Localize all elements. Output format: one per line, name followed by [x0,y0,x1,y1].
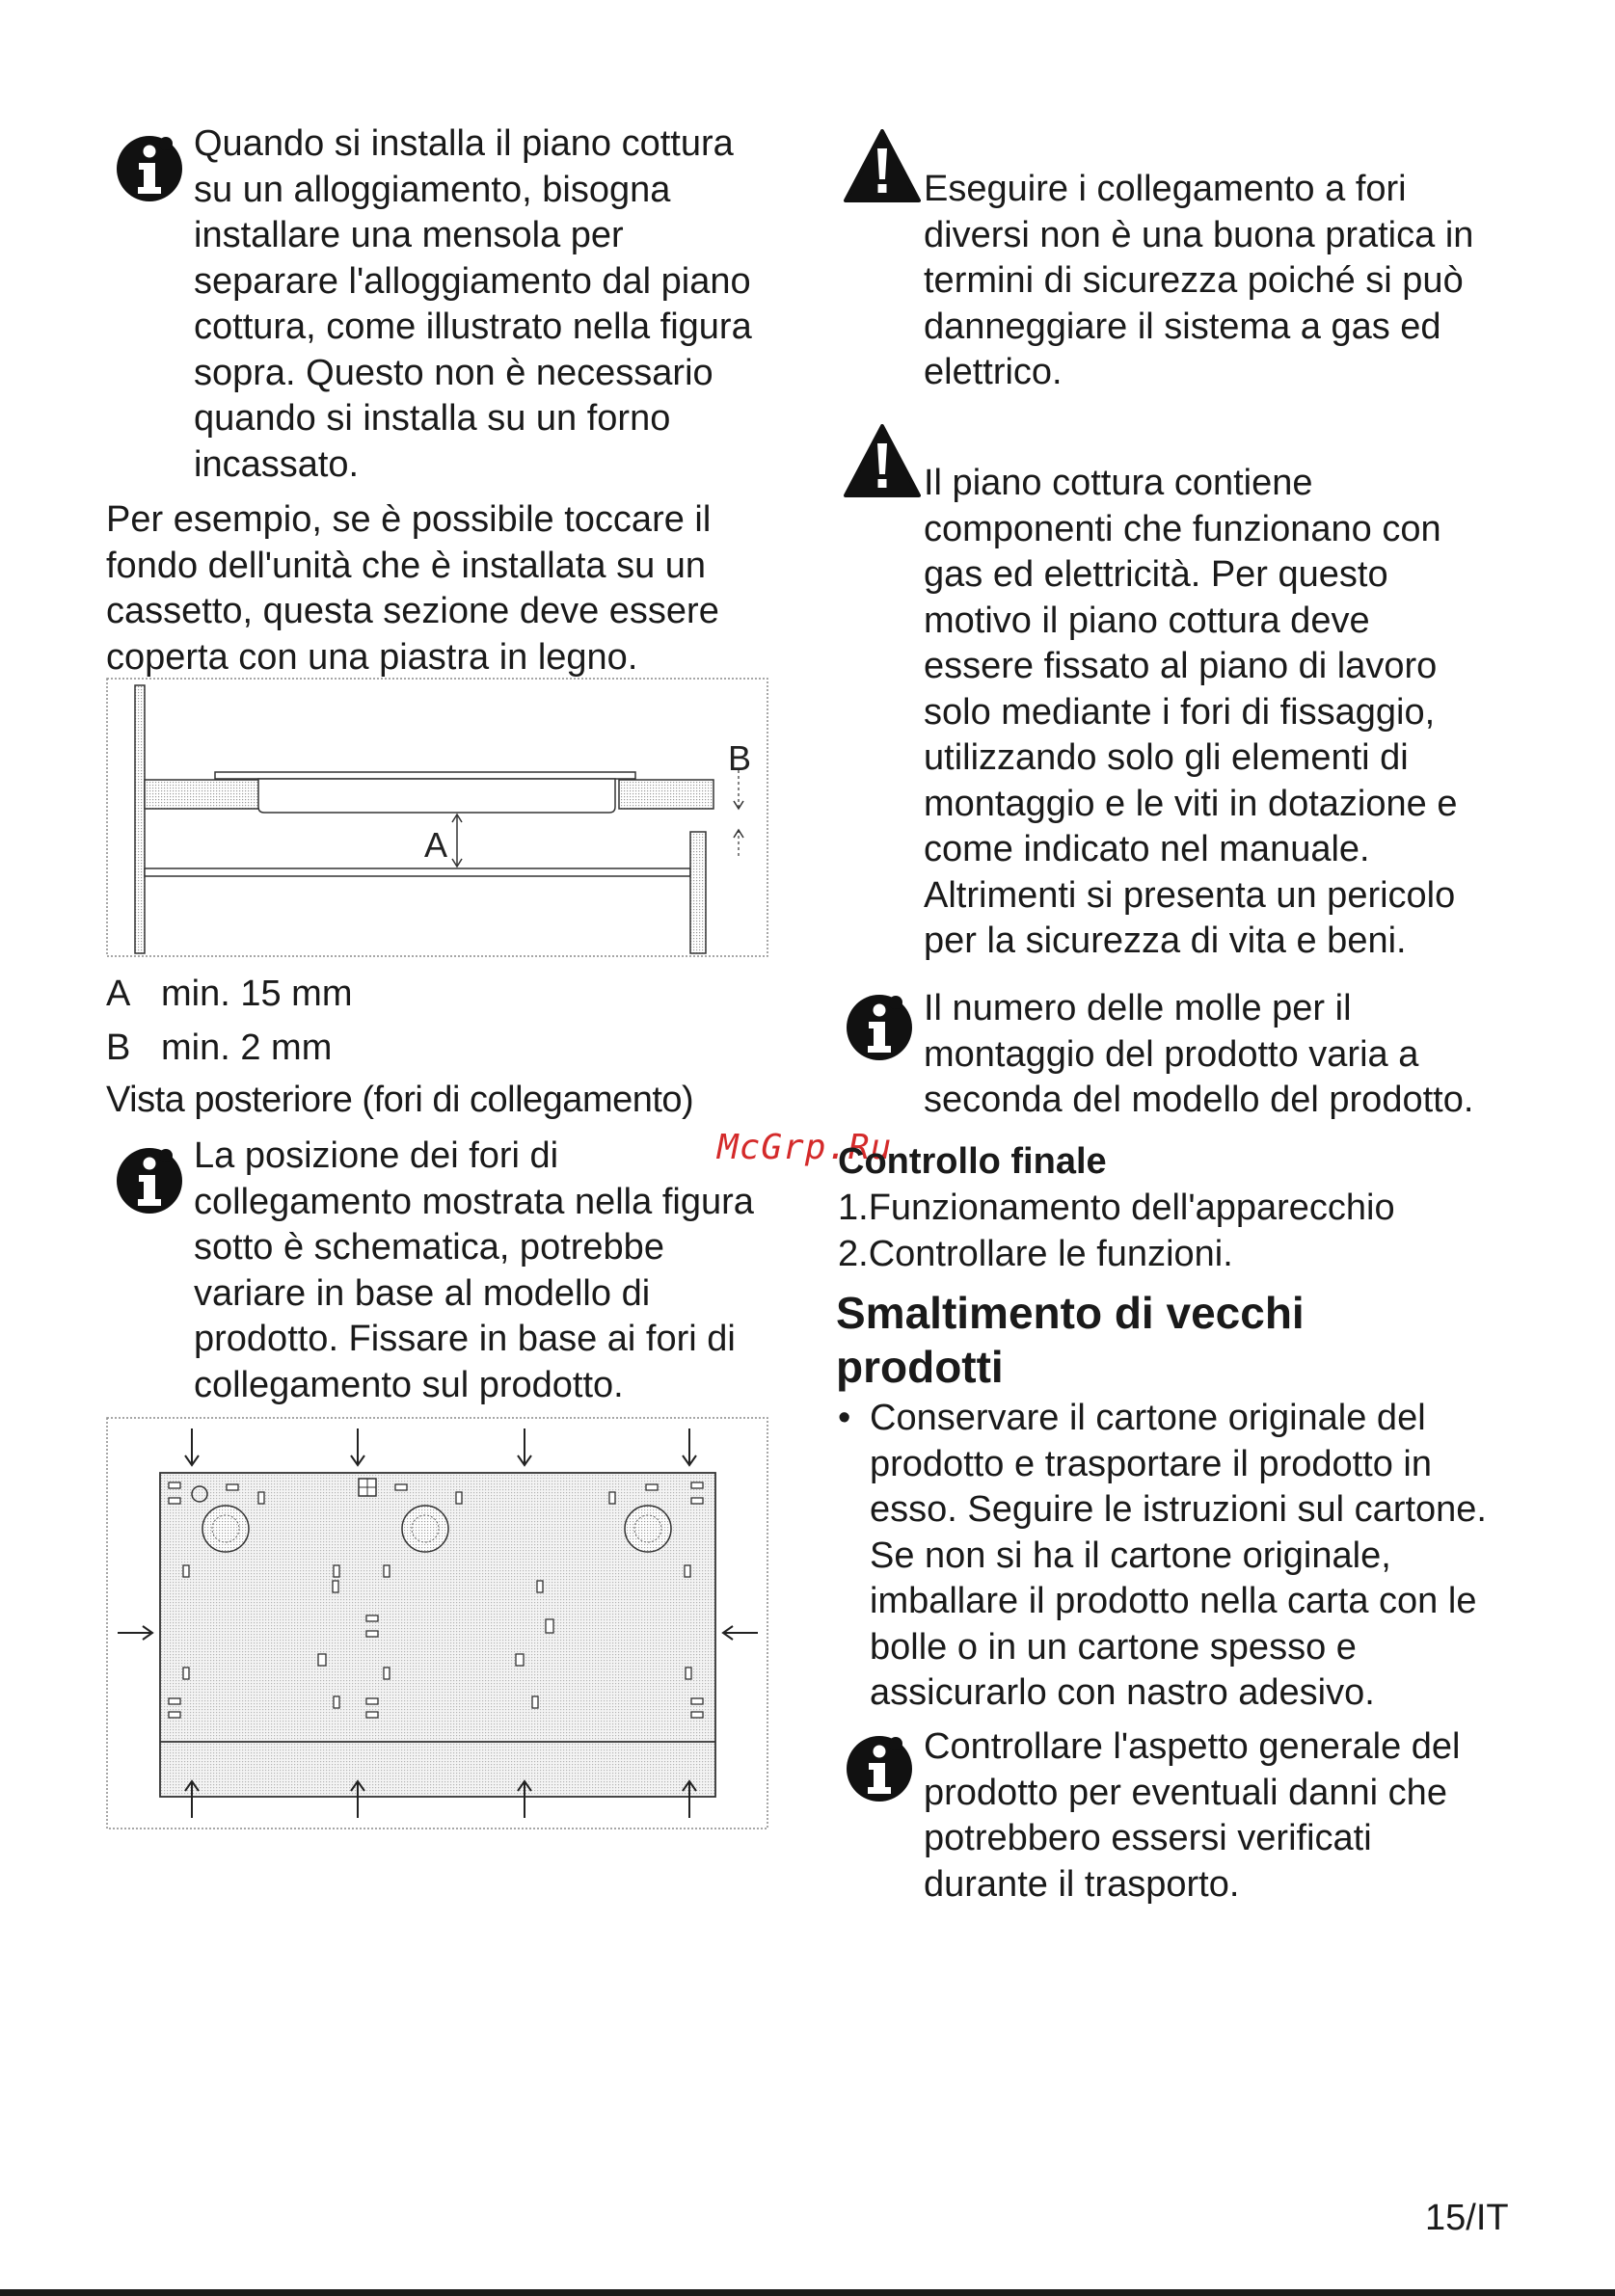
info-note-damage: Controllare l'aspetto generale del prodotto per eventuali danni che potrebbero essersi verificati durante il trasporto. [924,1726,1461,1905]
dimension-b-letter: B [106,1028,131,1068]
disposal-bullet: Conservare il cartone originale del prodotto e trasportare il prodotto in esso. Seguire le istruzioni sul cartone. Se non si ha il cartone originale, imballare il prodotto nella carta con le bolle o in un cartone spesso e assicurarlo con nastro adesivo. [870,1398,1487,1713]
info-icon [116,1147,183,1215]
info-note-springs: Il numero delle molle per il montaggio del prodotto varia a seconda del modello del prodotto. [924,988,1474,1120]
info-note-shelf: Quando si installa il piano cottura su un alloggiamento, bisogna installare una mensola per separare l'alloggiamento dal piano cottura, come illustrato nella figura sopra. Questo non è necessario quando si installa su un forno incassato. [194,123,752,485]
label-b: B [728,738,752,778]
final-step-2: 2.Controllare le funzioni. [838,1234,1233,1274]
rear-view-figure [106,1417,768,1829]
dimension-a-value: min. 15 mm [161,974,353,1014]
disposal-heading: Smaltimento di vecchi prodotti [836,1288,1305,1392]
page-bottom-rule [0,2289,1615,2296]
bullet-dot: • [838,1398,851,1438]
info-icon [846,994,913,1061]
watermark: McGrp.Ru [717,1128,893,1167]
warning-icon [844,129,921,204]
warning-gas-electricity: Il piano cottura contiene componenti che funzionano con gas ed elettricità. Per questo motivo il piano cottura deve essere fissato al piano di lavoro solo mediante i fori di fissaggio, utilizzando solo gli elementi di montaggio e le viti in dotazione e come indicato nel manuale. Altrimenti si presenta un pericolo per la sicurezza di vita e beni. [924,463,1458,961]
warning-connection-holes: Eseguire i collegamento a fori diversi non è una buona pratica in termini di sicurezza poiché si può danneggiare il sistema a gas ed elettrico. [924,169,1474,392]
final-step-1: 1.Funzionamento dell'apparecchio [838,1188,1395,1228]
final-check-heading: Controllo finale [838,1141,1107,1182]
rear-view-heading: Vista posteriore (fori di collegamento) [106,1080,694,1120]
page-number: 15/IT [1425,2198,1509,2238]
info-note-holes: La posizione dei fori di collegamento mostrata nella figura sotto è schematica, potrebbe variare in base al modello di prodotto. Fissare in base ai fori di collegamento sul prodotto. [194,1135,754,1405]
dimension-b-value: min. 2 mm [161,1028,333,1068]
label-a: A [424,825,448,865]
installation-section-figure [106,678,768,957]
info-icon [116,135,183,202]
info-icon [846,1735,913,1802]
dimension-a-letter: A [106,974,131,1014]
example-paragraph: Per esempio, se è possibile toccare il fondo dell'unità che è installata su un cassetto, questa sezione deve essere coperta con una piastra in legno. [106,499,719,678]
warning-icon [844,424,921,499]
